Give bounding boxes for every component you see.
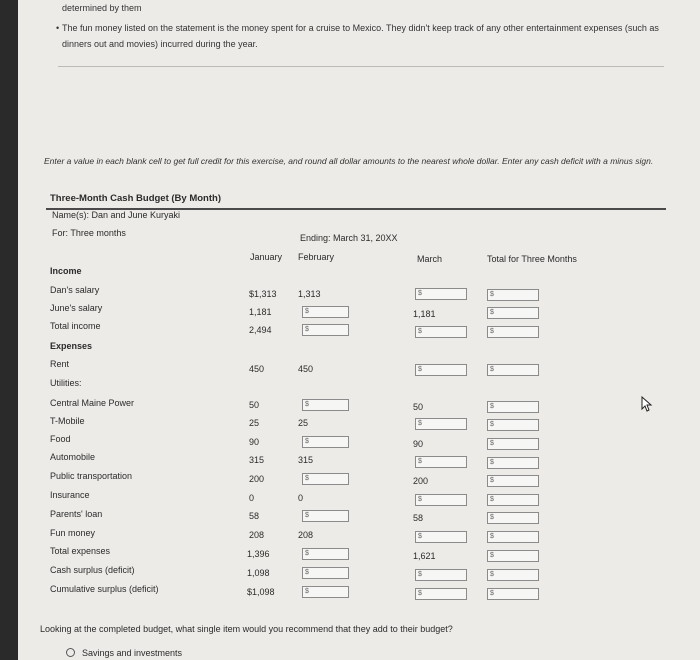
context-bullet-text: The fun money listed on the statement is the money spent for a cruise to Mexico. They didn't keep track of any other entertainment expenses (such as dinners out and movies) incurred during the year. <box>62 23 659 49</box>
row-label: Dan's salary <box>50 285 100 295</box>
input-feb-central-maine[interactable]: $ <box>302 399 349 411</box>
cell-feb: 1,313 <box>298 289 321 299</box>
input-total-cumulative[interactable]: $ <box>487 588 539 600</box>
input-feb-total-expenses[interactable]: $ <box>302 548 349 560</box>
input-feb-cash-surplus[interactable]: $ <box>302 567 349 579</box>
input-feb-cumulative[interactable]: $ <box>302 586 349 598</box>
cell-feb: 0 <box>298 493 304 503</box>
input-total-food[interactable]: $ <box>487 438 539 450</box>
instructions: Enter a value in each blank cell to get full credit for this exercise, and round all dollar amounts to the nearest whole dollar. Enter any cash deficit with a minus sign. <box>44 156 654 166</box>
row-label: June's salary <box>50 303 103 313</box>
cell-jan: 1,098 <box>247 568 270 578</box>
cell-jan: 1,396 <box>247 549 270 559</box>
row-label: Total income <box>50 321 101 331</box>
input-total-total-income[interactable]: $ <box>487 326 539 338</box>
cell-feb: 450 <box>298 364 314 374</box>
input-feb-total-income[interactable]: $ <box>302 324 349 336</box>
cell-jan: $1,313 <box>249 289 277 299</box>
cell-feb: 25 <box>298 418 309 428</box>
section-income: Income <box>50 266 82 276</box>
input-total-fun-money[interactable]: $ <box>487 531 539 543</box>
cell-mar: 90 <box>413 439 424 449</box>
context-bullet <box>56 20 662 52</box>
col-march: March <box>417 254 443 264</box>
input-total-junes-salary[interactable]: $ <box>487 307 539 319</box>
input-mar-dans-salary[interactable]: $ <box>415 288 467 300</box>
cell-jan: 2,494 <box>249 325 272 335</box>
cell-feb: 208 <box>298 530 314 540</box>
input-total-automobile[interactable]: $ <box>487 457 539 469</box>
cell-jan: 25 <box>249 418 260 428</box>
input-total-central-maine[interactable]: $ <box>487 401 539 413</box>
cell-jan: 315 <box>249 455 265 465</box>
row-label: Cumulative surplus (deficit) <box>50 584 159 594</box>
col-february: February <box>298 252 335 262</box>
input-total-public-transportation[interactable]: $ <box>487 475 539 487</box>
input-total-tmobile[interactable]: $ <box>487 419 539 431</box>
cell-jan: 90 <box>249 437 260 447</box>
cell-jan: 1,181 <box>249 307 272 317</box>
row-label: Automobile <box>50 452 96 462</box>
input-mar-total-income[interactable]: $ <box>415 326 467 338</box>
input-feb-junes-salary[interactable]: $ <box>302 306 349 318</box>
cell-mar: 50 <box>413 402 424 412</box>
input-mar-tmobile[interactable]: $ <box>415 418 467 430</box>
section-expenses: Expenses <box>50 341 93 351</box>
cell-mar: 200 <box>413 476 429 486</box>
cell-jan: 50 <box>249 400 260 410</box>
ending-date: Ending: March 31, 20XX <box>300 233 398 243</box>
input-feb-parents-loan[interactable]: $ <box>302 510 349 522</box>
cell-jan: 58 <box>249 511 260 521</box>
context-top-line: determined by them <box>62 3 142 13</box>
input-mar-cash-surplus[interactable]: $ <box>415 569 467 581</box>
budget-title: Three-Month Cash Budget (By Month) <box>50 193 221 204</box>
row-label: T-Mobile <box>50 416 85 426</box>
input-mar-insurance[interactable]: $ <box>415 494 467 506</box>
row-label: Fun money <box>50 528 96 538</box>
input-mar-fun-money[interactable]: $ <box>415 531 467 543</box>
row-label: Parents' loan <box>50 509 103 519</box>
cell-jan: 208 <box>249 530 265 540</box>
cell-jan: $1,098 <box>247 587 275 597</box>
section-utilities: Utilities: <box>50 378 82 388</box>
row-label: Insurance <box>50 490 90 500</box>
input-total-cash-surplus[interactable]: $ <box>487 569 539 581</box>
window-edge <box>0 0 18 660</box>
row-label: Rent <box>50 359 70 369</box>
input-total-insurance[interactable]: $ <box>487 494 539 506</box>
col-january: January <box>250 252 283 262</box>
row-label: Total expenses <box>50 546 111 556</box>
row-label: Food <box>50 434 71 444</box>
cell-jan: 450 <box>249 364 265 374</box>
input-mar-automobile[interactable]: $ <box>415 456 467 468</box>
question-text: Looking at the completed budget, what single item would you recommend that they add to their budget? <box>40 624 453 634</box>
input-feb-food[interactable]: $ <box>302 436 349 448</box>
row-label: Public transportation <box>50 471 133 481</box>
input-mar-cumulative[interactable]: $ <box>415 588 467 600</box>
input-total-parents-loan[interactable]: $ <box>487 512 539 524</box>
cell-jan: 200 <box>249 474 265 484</box>
cell-mar: 58 <box>413 513 424 523</box>
input-total-rent[interactable]: $ <box>487 364 539 376</box>
budget-for: For: Three months <box>52 228 126 238</box>
mouse-cursor-icon <box>640 396 654 412</box>
divider <box>58 66 664 67</box>
radio-savings[interactable] <box>66 648 75 657</box>
cell-jan: 0 <box>249 493 255 503</box>
col-total: Total for Three Months <box>487 254 577 264</box>
bullet-dot: • <box>56 23 60 33</box>
cell-mar: 1,181 <box>413 309 436 319</box>
input-total-total-expenses[interactable]: $ <box>487 550 539 562</box>
radio-label-savings[interactable]: Savings and investments <box>82 648 183 658</box>
cell-feb: 315 <box>298 455 314 465</box>
row-label: Cash surplus (deficit) <box>50 565 135 575</box>
input-feb-public-transportation[interactable]: $ <box>302 473 349 485</box>
row-label: Central Maine Power <box>50 398 135 408</box>
input-mar-rent[interactable]: $ <box>415 364 467 376</box>
cell-mar: 1,621 <box>413 551 436 561</box>
budget-names: Name(s): Dan and June Kuryaki <box>52 210 181 220</box>
input-total-dans-salary[interactable]: $ <box>487 289 539 301</box>
